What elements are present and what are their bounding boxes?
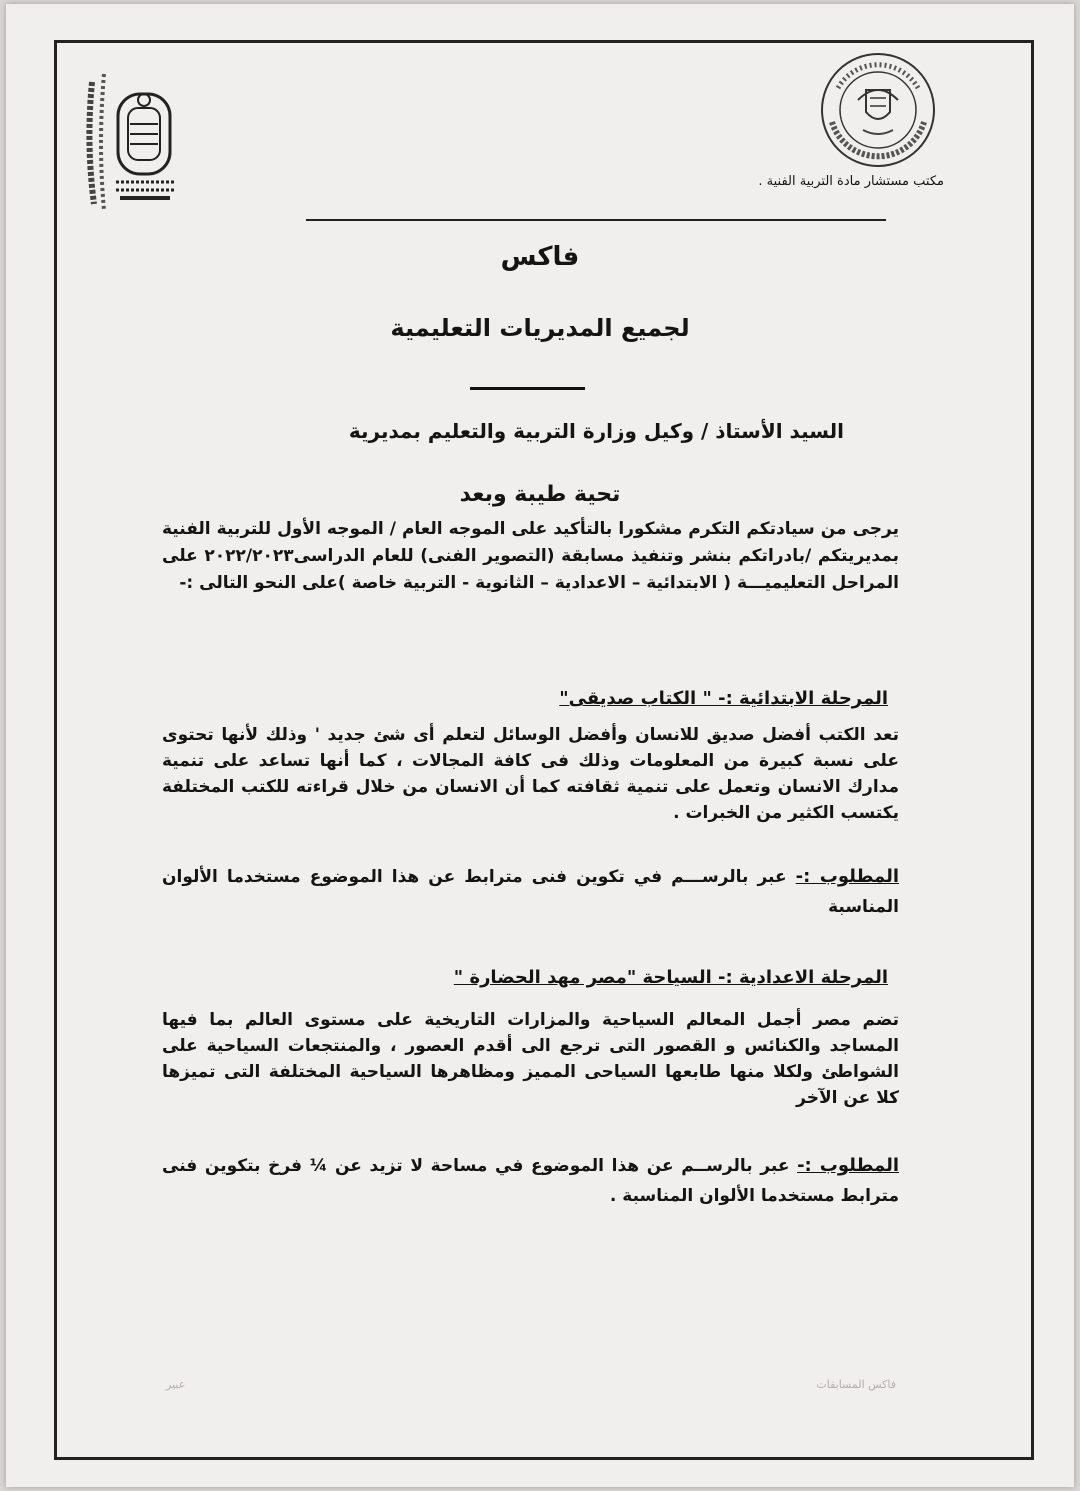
preparatory-stage-heading: المرحلة الاعدادية :- السياحة "مصر مهد الحضارة " — [453, 967, 888, 988]
document-subtitle: لجميع المديريات التعليمية — [390, 314, 690, 342]
preparatory-stage-paragraph: تضم مصر أجمل المعالم السياحية والمزارات التاريخية على مستوى العالم بما فيها المساجد والكنائس و القصور التى ترجع الى أقدم العصور ، والمنتجعات السياحية على الشواطئ ولكلا منها طابعها السياحى المميز ومظاهرها السياحية المختلفة التى تميزها كلا عن الآخر — [162, 1010, 899, 1108]
addressee: السيد الأستاذ / وكيل وزارة التربية والتعليم بمديرية — [348, 419, 844, 443]
fax-page — [6, 4, 1074, 1487]
preparatory-requirement — [162, 1151, 899, 1211]
requirement-text: عبر بالرســم عن هذا الموضوع في مساحة لا تزيد عن ¼ فرخ بتكوين فنى مترابط مستخدما الألوان المناسبة . — [162, 1156, 899, 1206]
document-title: فاكس — [500, 242, 580, 272]
footer-left-note: عبير — [166, 1378, 186, 1391]
requirement-text: عبر بالرســـم في تكوين فنى مترابط عن هذا الموضوع مستخدما الألوان المناسبة — [162, 867, 899, 917]
requirement-label: المطلوب :- — [795, 866, 899, 887]
greeting: تحية طيبة وبعد — [459, 482, 621, 507]
title-divider — [470, 387, 585, 390]
header-divider — [306, 219, 886, 221]
ministry-seal-icon — [818, 50, 938, 170]
office-line: مكتب مستشار مادة التربية الفنية . — [758, 174, 944, 189]
ministry-logo-icon — [72, 64, 190, 214]
primary-requirement — [162, 862, 899, 922]
primary-stage-paragraph: تعد الكتب أفضل صديق للانسان وأفضل الوسائل لتعلم أى شئ جديد ' وذلك لأنها تحتوى على نسبة كبيرة من المعلومات وذلك فى كافة المجالات ، كما أنها تساعد على تنمية مدارك الانسان وتعمل على تنمية ثقافته كما أن الانسان من خلال قراءته للكتب المختلفة يكتسب الكثير من الخبرات . — [162, 725, 899, 823]
primary-stage-heading: المرحلة الابتدائية :- " الكتاب صديقى" — [559, 688, 888, 709]
footer-right-note: فاكس المسابقات — [816, 1378, 896, 1391]
requirement-label: المطلوب :- — [797, 1155, 899, 1176]
intro-paragraph: يرجى من سيادتكم التكرم مشكورا بالتأكيد على الموجه العام / الموجه الأول للتربية الفنية بمديريتكم /بادراتكم بنشر وتنفيذ مسابقة (التصوير الفنى) للعام الدراسى٢٠٢٢/٢٠٢٣ على المراحل التعليميـــة ( الابتدائية – الاعدادية – الثانوية - التربية خاصة )على النحو التالى :- — [162, 519, 899, 593]
